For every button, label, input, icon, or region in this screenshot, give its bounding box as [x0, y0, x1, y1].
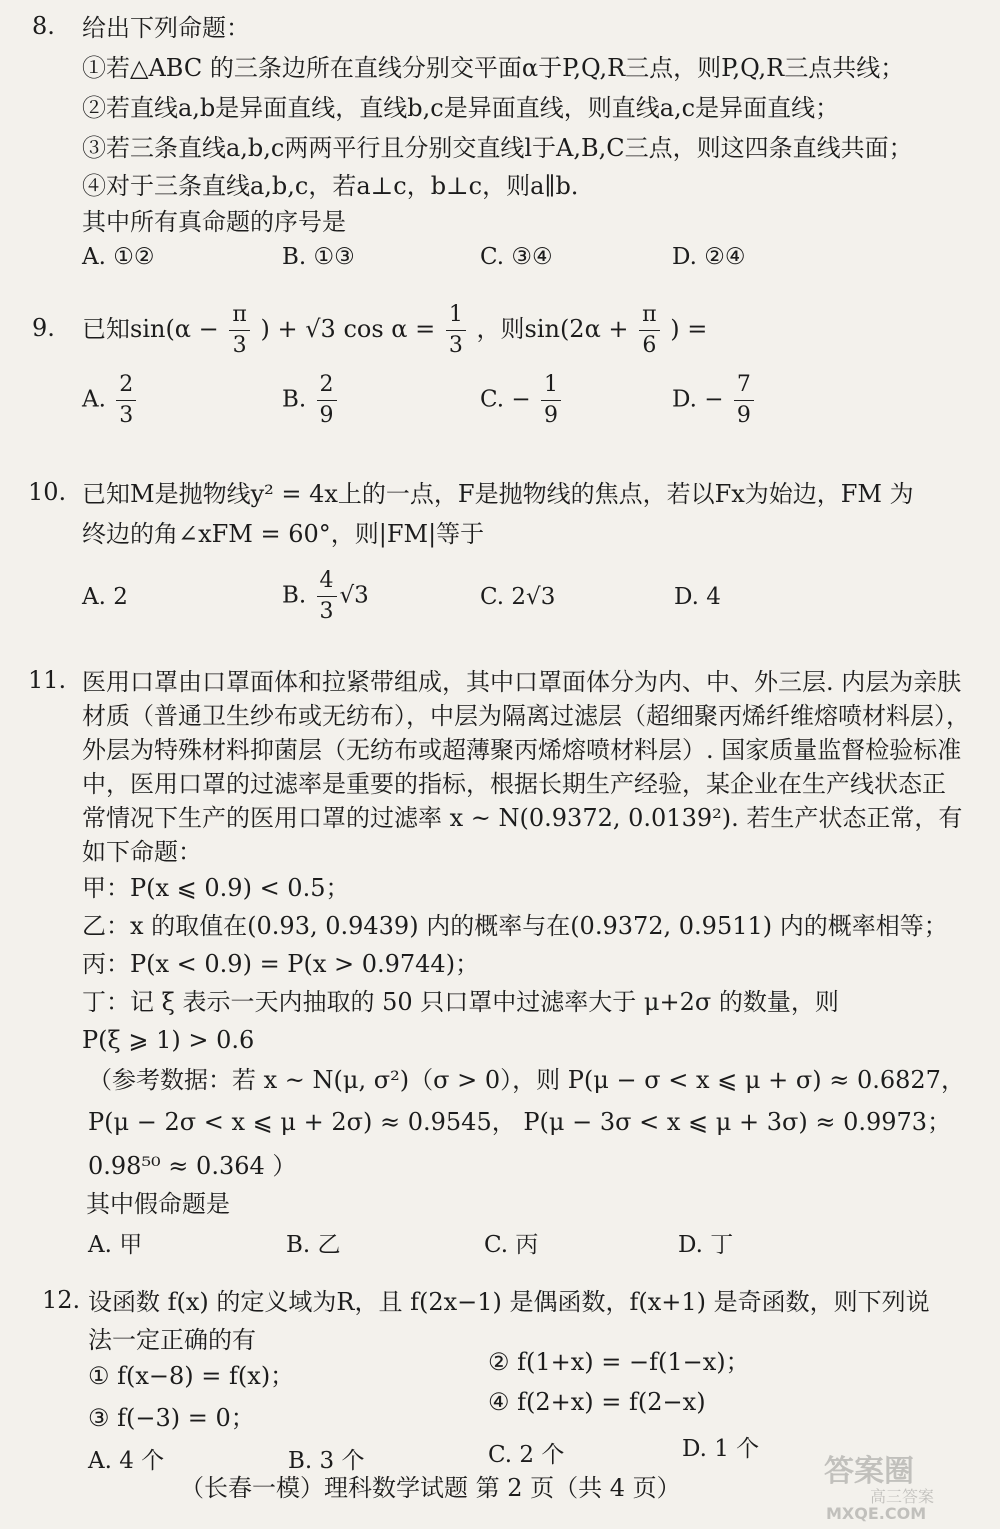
radical: √3: [339, 582, 369, 609]
option-b[interactable]: B. ①③: [282, 244, 355, 270]
option-b[interactable]: B. 3 个: [288, 1448, 365, 1474]
question-line-1: 设函数 f(x) 的定义域为R，且 f(2x−1) 是偶函数，f(x+1) 是奇函数，则下列说: [88, 1288, 930, 1316]
stem-part: ) =: [670, 315, 708, 343]
option-label: C.: [480, 386, 505, 413]
denominator: 6: [642, 333, 657, 358]
numerator: 7: [734, 370, 754, 401]
proposition-ding: 丁：记 ξ 表示一天内抽取的 50 只口罩中过滤率大于 μ+2σ 的数量，则: [82, 988, 839, 1016]
question-9: [32, 300, 978, 450]
question-line-5: 常情况下生产的医用口罩的过滤率 x ~ N(0.9372, 0.0139²). 若生产状态正常，有: [82, 804, 963, 832]
option-sign: −: [511, 386, 531, 413]
option-d[interactable]: D. 丁: [678, 1232, 734, 1258]
question-8: [32, 12, 978, 272]
option-label: A.: [82, 386, 106, 413]
question-number: 10.: [28, 478, 67, 506]
option-label: B.: [282, 386, 307, 413]
statement-1: ①若△ABC 的三条边所在直线分别交平面α于P,Q,R三点，则P,Q,R三点共线；: [82, 54, 905, 82]
option-c[interactable]: C. 2 个: [488, 1442, 565, 1468]
question-line-6: 如下命题：: [82, 838, 202, 866]
numerator: π: [639, 300, 659, 331]
watermark-bottom: MXQE.COM: [826, 1504, 927, 1523]
fraction: [639, 300, 659, 361]
question-number: 12.: [42, 1286, 81, 1314]
question-line-1: 已知M是抛物线y² = 4x上的一点，F是抛物线的焦点，若以Fx为始边，FM 为: [82, 480, 914, 508]
numerator: 1: [541, 370, 561, 401]
watermark-top: 答案圈: [824, 1454, 914, 1489]
fraction: [446, 300, 466, 361]
fraction: [229, 300, 249, 361]
stem-part: ，则sin(2α +: [476, 315, 629, 343]
option-a[interactable]: A. 甲: [88, 1232, 143, 1258]
option-c[interactable]: C. 2√3: [480, 584, 556, 610]
statement-2: ②若直线a,b是异面直线，直线b,c是异面直线，则直线a,c是异面直线；: [82, 94, 840, 122]
question-line-2: 法一定正确的有: [88, 1326, 256, 1354]
question-ask: 其中假命题是: [86, 1190, 230, 1218]
question-line-2: 材质（普通卫生纱布或无纺布），中层为隔离过滤层（超细聚丙烯纤维熔喷材料层），: [82, 702, 970, 730]
statement-2: ② f(1+x) = −f(1−x)；: [488, 1348, 750, 1376]
option-a[interactable]: [82, 370, 139, 431]
watermark-logo: [818, 1446, 986, 1524]
question-line-4: 中，医用口罩的过滤率是重要的指标，根据长期生产经验，某企业在生产线状态正: [82, 770, 946, 798]
option-a[interactable]: A. ①②: [82, 244, 155, 270]
question-line-1: 医用口罩由口罩面体和拉紧带组成，其中口罩面体分为内、中、外三层. 内层为亲肤: [82, 668, 962, 696]
page-footer: （长春一模）理科数学试题 第 2 页（共 4 页）: [180, 1474, 681, 1502]
option-a[interactable]: A. 2: [82, 584, 128, 610]
option-sign: −: [704, 386, 724, 413]
question-number: 11.: [28, 666, 67, 694]
denominator: 9: [544, 403, 558, 428]
option-c[interactable]: C. ③④: [480, 244, 553, 270]
option-a[interactable]: A. 4 个: [88, 1448, 165, 1474]
question-stem: [82, 300, 707, 361]
question-stem: 给出下列命题：: [82, 14, 250, 42]
fraction: [317, 370, 337, 431]
statement-4: ④对于三条直线a,b,c，若a⊥c，b⊥c，则a∥b．: [82, 172, 595, 200]
option-d[interactable]: [672, 370, 757, 431]
option-b[interactable]: B. 乙: [286, 1232, 341, 1258]
option-b[interactable]: [282, 566, 369, 627]
fraction: [116, 370, 136, 431]
option-c[interactable]: [480, 370, 564, 431]
denominator: 9: [736, 403, 751, 428]
option-label: D.: [672, 386, 697, 413]
proposition-yi: 乙：x 的取值在(0.93, 0.9439) 内的概率与在(0.9372, 0.9511) 内的概率相等；: [82, 912, 948, 940]
statement-3: ③若三条直线a,b,c两两平行且分别交直线l于A,B,C三点，则这四条直线共面；: [82, 134, 913, 162]
option-label: B.: [282, 582, 307, 609]
numerator: 4: [317, 566, 337, 597]
proposition-bing: 丙：P(x < 0.9) = P(x > 0.9744)；: [82, 950, 480, 978]
question-line-3: 外层为特殊材料抑菌层（无纺布或超薄聚丙烯熔喷材料层）. 国家质量监督检验标准: [82, 736, 962, 764]
stem-part: 已知sin(α −: [82, 315, 219, 343]
watermark-mid: 高三答案: [870, 1487, 935, 1506]
reference-data-2: P(μ − 2σ < x ⩽ μ + 2σ) ≈ 0.9545， P(μ − 3σ < x ⩽ μ + 3σ) ≈ 0.9973；: [88, 1108, 952, 1136]
option-d[interactable]: D. 1 个: [682, 1436, 760, 1462]
statement-1: ① f(x−8) = f(x)；: [88, 1362, 295, 1390]
statement-4: ④ f(2+x) = f(2−x): [488, 1388, 706, 1416]
fraction: [734, 370, 754, 431]
denominator: 3: [119, 403, 134, 428]
numerator: 2: [317, 370, 337, 401]
statement-3: ③ f(−3) = 0；: [88, 1404, 255, 1432]
denominator: 3: [319, 599, 334, 624]
fraction: [541, 370, 561, 431]
options-row: [82, 370, 978, 440]
option-c[interactable]: C. 丙: [484, 1232, 539, 1258]
options-row: [82, 568, 978, 636]
question-number: 9.: [32, 314, 55, 342]
numerator: π: [229, 300, 249, 331]
question-number: 8.: [32, 12, 55, 40]
reference-data-1: （参考数据：若 x ~ N(μ, σ²)（σ > 0），则 P(μ − σ < x ⩽ μ + σ) ≈ 0.6827，: [88, 1066, 965, 1094]
question-10: [28, 478, 978, 638]
denominator: 3: [232, 333, 247, 358]
proposition-jia: 甲：P(x ⩽ 0.9) < 0.5；: [82, 874, 350, 902]
question-line-2: 终边的角∠xFM = 60°，则|FM|等于: [82, 520, 485, 548]
denominator: 9: [319, 403, 334, 428]
reference-data-3: 0.98⁵⁰ ≈ 0.364 ）: [88, 1152, 297, 1180]
proposition-ding-cont: P(ξ ⩾ 1) > 0.6: [82, 1026, 255, 1054]
fraction: [317, 566, 337, 627]
numerator: 2: [116, 370, 136, 401]
option-b[interactable]: [282, 370, 340, 431]
question-ask: 其中所有真命题的序号是: [82, 208, 346, 236]
option-d[interactable]: D. ②④: [672, 244, 746, 270]
stem-part: ) + √3 cos α =: [260, 315, 436, 343]
question-11: [28, 666, 978, 1266]
numerator: 1: [446, 300, 466, 331]
option-d[interactable]: D. 4: [674, 584, 721, 610]
denominator: 3: [448, 333, 463, 358]
